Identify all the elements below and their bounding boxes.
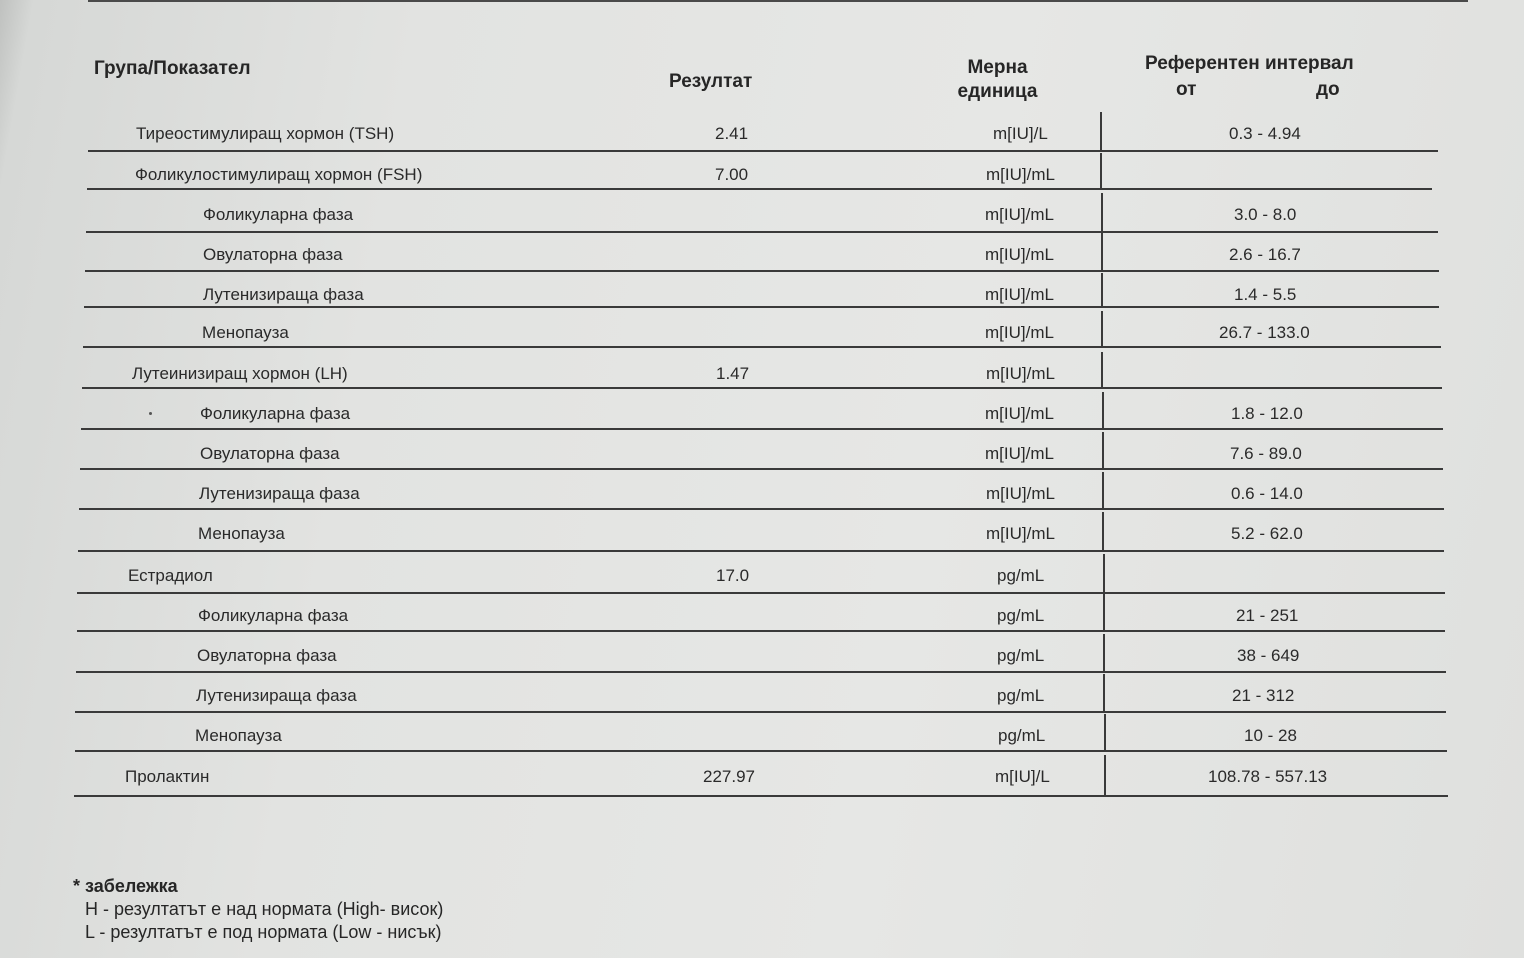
row-name: Овулаторна фаза (197, 646, 337, 665)
row-reference: 5.2 - 62.0 (1231, 524, 1303, 543)
table-row (0, 594, 1524, 632)
column-divider (1103, 554, 1105, 594)
row-unit: m[IU]/mL (985, 285, 1054, 304)
row-divider (76, 671, 1446, 673)
row-name: Менопауза (198, 524, 285, 543)
column-divider (1100, 153, 1102, 190)
row-unit: m[IU]/mL (985, 245, 1054, 264)
row-unit: pg/mL (997, 606, 1045, 625)
column-divider (1102, 512, 1104, 552)
row-name: Пролактин (125, 767, 210, 786)
table-row (0, 512, 1524, 552)
top-border-line (88, 0, 1468, 2)
row-reference: 3.0 - 8.0 (1234, 205, 1297, 224)
row-divider (84, 306, 1439, 308)
row-name: Тиреостимулиращ хормон (TSH) (136, 124, 395, 143)
row-name: Лутенизираща фаза (203, 285, 364, 304)
row-divider (83, 346, 1441, 348)
row-result: 2.41 (715, 124, 749, 143)
column-divider (1104, 755, 1106, 797)
header-ref-to: до (1316, 79, 1340, 100)
column-divider (1103, 594, 1105, 632)
note-low: L - резултатът е под нормата (Low - нисък) (85, 922, 442, 942)
row-reference: 7.6 - 89.0 (1230, 444, 1302, 463)
row-divider (74, 795, 1448, 797)
column-divider (1102, 472, 1104, 510)
row-unit: m[IU]/mL (985, 323, 1054, 342)
row-divider (80, 468, 1443, 470)
header-result: Резултат (669, 71, 753, 92)
column-divider (1101, 311, 1103, 348)
stray-dot (149, 412, 152, 415)
column-divider (1100, 112, 1102, 152)
row-unit: m[IU]/mL (986, 165, 1055, 184)
row-divider (81, 428, 1443, 430)
row-reference: 1.4 - 5.5 (1234, 285, 1297, 304)
row-result: 17.0 (716, 566, 750, 585)
header-reference-interval: Референтен интервал (1145, 53, 1354, 74)
row-name: Лутенизираща фаза (199, 484, 360, 503)
table-row (0, 472, 1524, 510)
row-unit: pg/mL (997, 566, 1045, 585)
table-row (0, 273, 1524, 308)
row-unit: pg/mL (997, 646, 1045, 665)
row-reference: 0.6 - 14.0 (1231, 484, 1303, 503)
row-name: Фоликуларна фаза (198, 606, 349, 625)
column-divider (1101, 193, 1103, 233)
header-ref-from: от (1176, 79, 1197, 100)
row-unit: m[IU]/mL (985, 444, 1054, 463)
table-row (0, 674, 1524, 713)
table-row (0, 554, 1524, 594)
row-divider (85, 270, 1439, 272)
row-reference: 0.3 - 4.94 (1229, 124, 1301, 143)
row-unit: m[IU]/L (995, 767, 1050, 786)
column-divider (1103, 674, 1105, 713)
row-unit: m[IU]/mL (985, 404, 1054, 423)
row-unit: pg/mL (997, 686, 1045, 705)
table-row (0, 112, 1524, 152)
row-name: Фоликуларна фаза (200, 404, 351, 423)
row-divider (88, 150, 1438, 152)
header-unit-line1: Мерна (967, 57, 1028, 78)
row-unit: m[IU]/mL (986, 524, 1055, 543)
note-title: * забележка (73, 876, 178, 896)
table-row (0, 432, 1524, 470)
row-reference: 2.6 - 16.7 (1229, 245, 1301, 264)
row-reference: 1.8 - 12.0 (1231, 404, 1303, 423)
column-divider (1102, 432, 1104, 470)
row-reference: 26.7 - 133.0 (1219, 323, 1310, 342)
row-result: 1.47 (716, 364, 750, 383)
row-unit: m[IU]/L (993, 124, 1048, 143)
row-reference: 108.78 - 557.13 (1208, 767, 1328, 786)
column-divider (1103, 634, 1105, 673)
header-unit-line2: единица (957, 81, 1038, 102)
column-divider (1101, 233, 1103, 272)
row-name: Фоликулостимулиращ хормон (FSH) (135, 165, 423, 184)
note-high: H - резултатът е над нормата (High- висок) (85, 899, 444, 919)
row-name: Менопауза (202, 323, 289, 342)
column-divider (1101, 352, 1103, 389)
row-divider (75, 711, 1446, 713)
table-row (0, 714, 1524, 752)
table-row (0, 755, 1524, 797)
row-name: Фоликуларна фаза (203, 205, 354, 224)
row-name: Овулаторна фаза (203, 245, 343, 264)
row-reference: 21 - 251 (1236, 606, 1299, 625)
row-unit: m[IU]/mL (986, 484, 1055, 503)
table-row (0, 193, 1524, 233)
row-reference: 21 - 312 (1232, 686, 1295, 705)
table-row (0, 153, 1524, 190)
row-unit: m[IU]/mL (986, 364, 1055, 383)
row-name: Овулаторна фаза (200, 444, 340, 463)
table-row (0, 392, 1524, 430)
table-row (0, 233, 1524, 272)
row-name: Менопауза (195, 726, 282, 745)
header-group: Група/Показател (94, 58, 251, 79)
row-name: Лутеинизиращ хормон (LH) (132, 364, 348, 383)
row-name: Естрадиол (128, 566, 213, 585)
row-result: 7.00 (715, 165, 749, 184)
row-reference: 10 - 28 (1244, 726, 1297, 745)
row-unit: pg/mL (998, 726, 1046, 745)
row-divider (78, 550, 1444, 552)
row-result: 227.97 (703, 767, 755, 786)
table-row (0, 311, 1524, 348)
header-unit (945, 56, 1050, 104)
row-reference: 38 - 649 (1237, 646, 1300, 665)
row-unit: m[IU]/mL (985, 205, 1054, 224)
column-divider (1102, 392, 1104, 430)
table-row (0, 634, 1524, 673)
column-divider (1104, 714, 1106, 752)
row-divider (82, 387, 1442, 389)
row-divider (77, 630, 1445, 632)
row-name: Лутенизираща фаза (196, 686, 357, 705)
row-divider (75, 750, 1447, 752)
column-divider (1101, 273, 1103, 308)
row-divider (79, 508, 1444, 510)
row-divider (87, 188, 1432, 190)
table-row (0, 352, 1524, 389)
